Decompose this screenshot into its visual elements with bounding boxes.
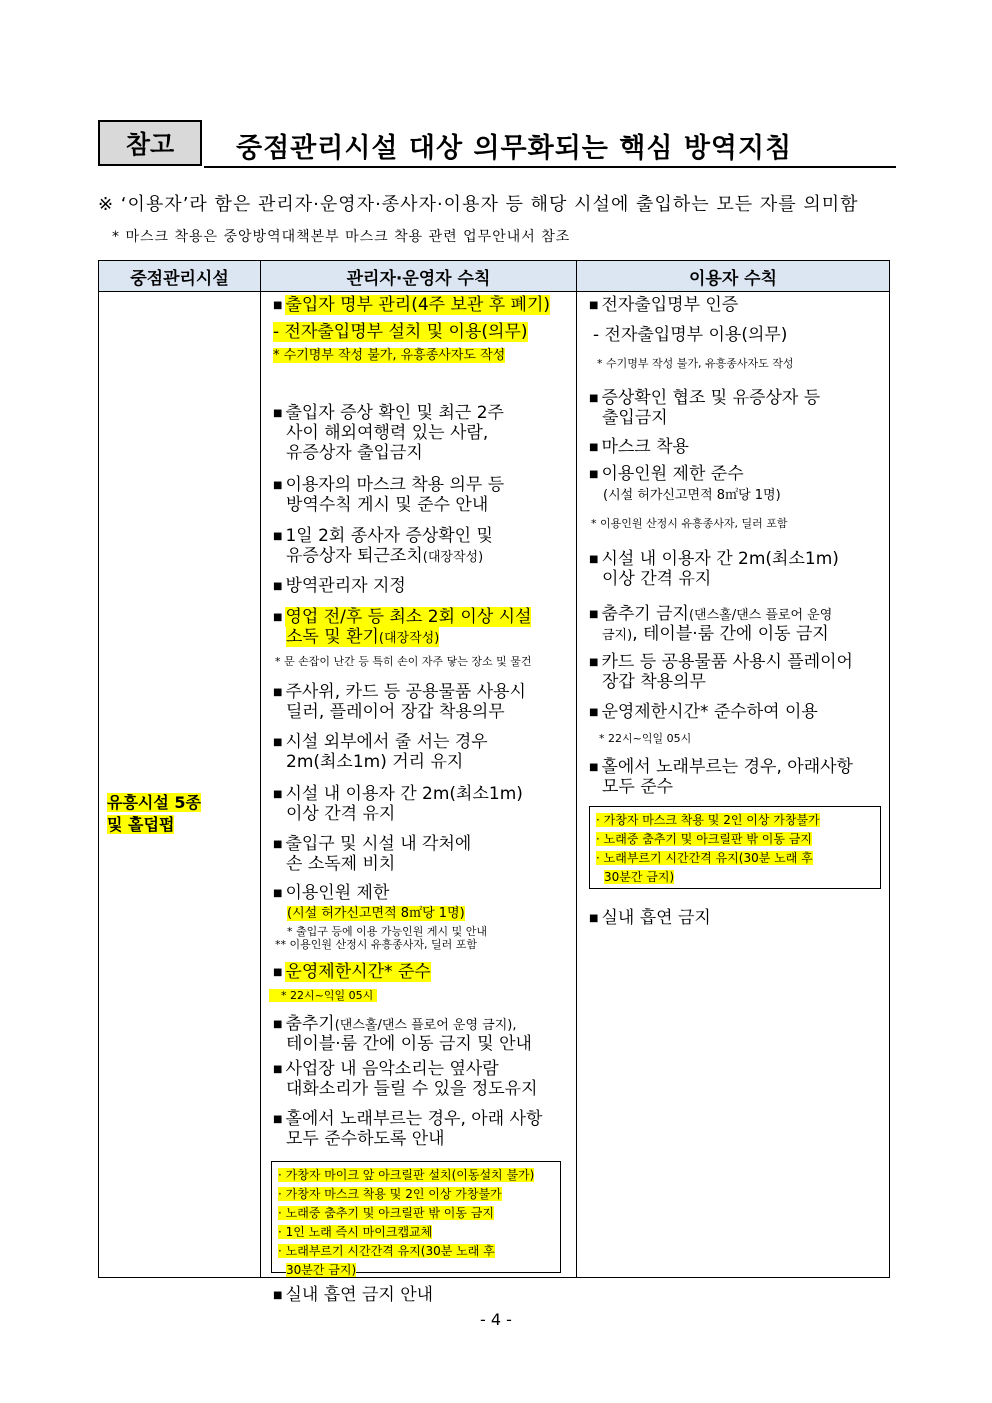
box-line: · 가창자 마스크 착용 및 2인 이상 가창불가 xyxy=(596,813,820,827)
facility-label xyxy=(107,792,201,836)
list-item: 모두 준수 xyxy=(602,777,674,797)
reference-tag: 참고 xyxy=(98,120,202,166)
list-item: ■ 이용인원 제한 xyxy=(273,883,390,903)
definition-note: ※ ‘이용자’라 함은 관리자·운영자·종사자·이용자 등 해당 시설에 출입하는 모든 자를 의미함 xyxy=(98,194,859,215)
page-number: - 4 - xyxy=(480,1310,512,1329)
list-item: ■ 주사위, 카드 등 공용물품 사용시 xyxy=(273,682,526,702)
list-item: ■ 전자출입명부 인증 xyxy=(589,295,739,315)
list-item: - 전자출입명부 설치 및 이용(의무) xyxy=(273,322,528,342)
list-item: ** 이용인원 산정시 유흥종사자, 딜러 포함 xyxy=(275,938,477,951)
karaoke-rules-box xyxy=(271,1161,561,1277)
page-title: 중점관리시설 대상 의무화되는 핵심 방역지침 xyxy=(236,133,793,164)
list-item: ■ 춤추기 금지(댄스홀/댄스 플로어 운영 xyxy=(589,604,833,624)
list-item: 소독 및 환기(대장작성) xyxy=(286,627,440,647)
title-underline xyxy=(204,166,896,168)
list-item: 유증상자 출입금지 xyxy=(286,443,423,463)
list-item: ■ 사업장 내 음악소리는 옆사람 xyxy=(273,1059,499,1079)
list-item: ■ 시설 내 이용자 간 2m(최소1m) xyxy=(589,549,839,569)
list-item: 딜러, 플레이어 장갑 착용의무 xyxy=(286,702,505,722)
box-line: 30분간 금지) xyxy=(286,1263,357,1277)
list-item: 사이 해외여행력 있는 사람, xyxy=(286,423,489,443)
list-item: ■ 출입구 및 시설 내 각처에 xyxy=(273,834,472,854)
list-item: ■ 증상확인 협조 및 유증상자 등 xyxy=(589,388,821,408)
list-item: 금지), 테이블·룸 간에 이동 금지 xyxy=(602,624,829,644)
list-item: ■ 운영제한시간* 준수하여 이용 xyxy=(589,702,818,722)
box-line: · 1인 노래 즉시 마이크캡교체 xyxy=(278,1225,433,1239)
header-manager-rules: 관리자·운영자 수칙 xyxy=(261,261,577,292)
list-item: (시설 허가신고면적 8㎡당 1명) xyxy=(603,488,781,503)
list-item: ■ 운영제한시간* 준수 xyxy=(273,962,431,982)
list-item: ■ 홀에서 노래부르는 경우, 아래 사항 xyxy=(273,1109,543,1129)
list-item: ■ 시설 내 이용자 간 2m(최소1m) xyxy=(273,784,523,804)
karaoke-rules-box xyxy=(589,806,881,889)
list-item: 2m(최소1m) 거리 유지 xyxy=(286,752,464,772)
box-line: · 노래부르기 시간간격 유지(30분 노래 후 xyxy=(278,1244,495,1258)
list-item: ■ 영업 전/후 등 최소 2회 이상 시설 xyxy=(273,607,532,627)
box-line: · 노래중 춤추기 및 아크릴판 밖 이동 금지 xyxy=(596,832,812,846)
header-facility: 중점관리시설 xyxy=(99,261,261,292)
list-item: 이상 간격 유지 xyxy=(602,569,712,589)
list-item: ■ 카드 등 공용물품 사용시 플레이어 xyxy=(589,652,853,672)
list-item: * 문 손잡이 난간 등 특히 손이 자주 닿는 장소 및 물건 xyxy=(275,655,532,668)
list-item: * 수기명부 작성 불가, 유흥종사자도 작성 xyxy=(273,348,506,363)
list-item: * 수기명부 작성 불가, 유흥종사자도 작성 xyxy=(597,357,794,370)
list-item: ■ 실내 흡연 금지 xyxy=(589,908,711,928)
list-item: * 22시~익일 05시 xyxy=(269,986,377,1006)
list-item: ■ 실내 흡연 금지 안내 xyxy=(273,1285,434,1305)
list-item: 장갑 착용의무 xyxy=(602,672,706,692)
list-item: - 전자출입명부 이용(의무) xyxy=(593,325,788,345)
header-user-rules: 이용자 수칙 xyxy=(577,261,890,292)
list-item: * 22시~익일 05시 xyxy=(599,732,692,745)
list-item: (시설 허가신고면적 8㎡당 1명) xyxy=(287,906,465,921)
list-item: 손 소독제 비치 xyxy=(286,854,396,874)
facility-line: 유흥시설 5종 xyxy=(107,793,201,812)
user-rules-cell xyxy=(577,292,890,1278)
list-item: 이상 간격 유지 xyxy=(286,804,396,824)
list-item: ■ 시설 외부에서 줄 서는 경우 xyxy=(273,732,488,752)
table-header-row xyxy=(99,261,890,292)
facility-line: 및 홀덥펍 xyxy=(107,815,175,834)
list-item: ■ 방역관리자 지정 xyxy=(273,576,406,596)
list-item: ■ 출입자 증상 확인 및 최근 2주 xyxy=(273,403,504,423)
list-item: 테이블·룸 간에 이동 금지 및 안내 xyxy=(286,1034,532,1054)
list-item: ■ 이용자의 마스크 착용 의무 등 xyxy=(273,475,505,495)
list-item: ■ 홀에서 노래부르는 경우, 아래사항 xyxy=(589,757,853,777)
table-row xyxy=(99,292,890,1278)
list-item: ■ 출입자 명부 관리(4주 보관 후 폐기) xyxy=(273,295,551,315)
guideline-table xyxy=(98,260,890,1305)
list-item: ■ 춤추기(댄스홀/댄스 플로어 운영 금지), xyxy=(273,1014,517,1034)
facility-cell xyxy=(99,292,261,1278)
mask-note: * 마스크 착용은 중앙방역대책본부 마스크 착용 관련 업무안내서 참조 xyxy=(112,229,571,245)
box-line: · 가창자 마스크 착용 및 2인 이상 가창불가 xyxy=(278,1187,502,1201)
list-item: 유증상자 퇴근조치(대장작성) xyxy=(286,546,484,566)
list-item: * 이용인원 산정시 유흥종사자, 딜러 포함 xyxy=(591,517,788,530)
box-line: · 노래중 춤추기 및 아크릴판 밖 이동 금지 xyxy=(278,1206,494,1220)
box-line: · 노래부르기 시간간격 유지(30분 노래 후 xyxy=(596,851,813,865)
list-item: ■ 1일 2회 종사자 증상확인 및 xyxy=(273,526,493,546)
list-item: 모두 준수하도록 안내 xyxy=(286,1129,445,1149)
list-item: 방역수칙 게시 및 준수 안내 xyxy=(286,495,489,515)
list-item: ■ 이용인원 제한 준수 xyxy=(589,464,744,484)
box-line: · 가창자 마이크 앞 아크릴판 설치(이동설치 불가) xyxy=(278,1168,535,1182)
page-header xyxy=(98,120,896,170)
list-item: * 출입구 등에 이용 가능인원 게시 및 안내 xyxy=(287,925,487,938)
list-item: ■ 마스크 착용 xyxy=(589,437,689,457)
manager-rules-cell xyxy=(261,292,577,1305)
box-line: 30분간 금지) xyxy=(604,870,675,884)
list-item: 출입금지 xyxy=(602,408,668,428)
list-item: 대화소리가 들릴 수 있을 정도유지 xyxy=(286,1079,538,1099)
